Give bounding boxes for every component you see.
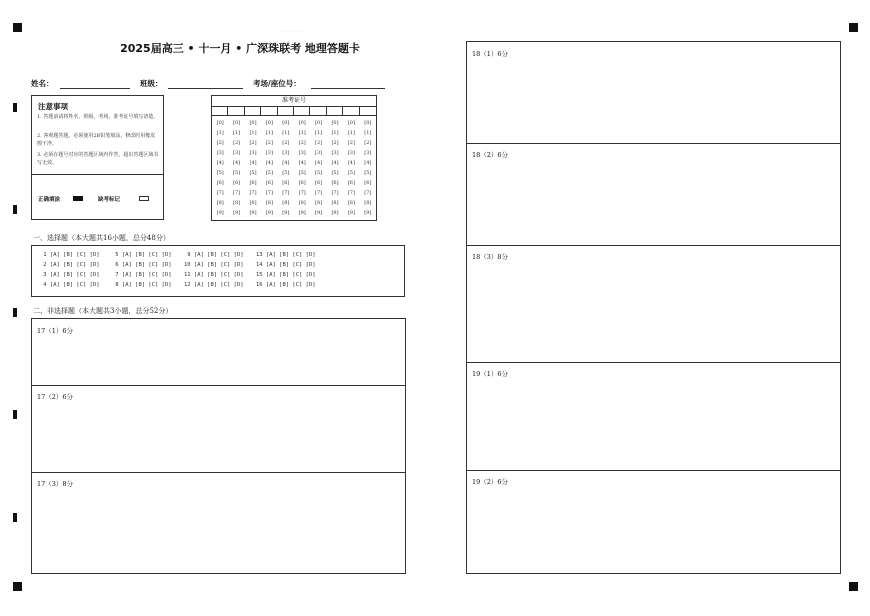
admission-digit-bubble[interactable]: [5] (347, 170, 355, 176)
admission-digit-write-cell[interactable] (228, 106, 244, 116)
timing-mark (13, 308, 17, 317)
admission-digit-bubble[interactable]: [5] (249, 170, 257, 176)
admission-digit-bubble[interactable]: [6] (249, 180, 257, 186)
answer-area-18-19 (466, 41, 841, 574)
admission-digit-write-cell[interactable] (343, 106, 359, 116)
admission-digit-bubble[interactable]: [8] (315, 200, 323, 206)
corner-mark-bottom-left (13, 582, 22, 591)
question-label: 19（2）6分 (472, 478, 509, 486)
notice-item: 1. 答题前请将姓名、班级、考场、准考证号填写清楚。 (37, 114, 159, 120)
admission-digit-bubble[interactable]: [3] (315, 150, 323, 156)
answer-divider (467, 470, 840, 471)
admission-digit-bubble[interactable]: [0] (265, 120, 273, 126)
admission-digit-bubble[interactable]: [0] (282, 120, 290, 126)
admission-digit-bubble[interactable]: [8] (331, 200, 339, 206)
multiple-choice-box (31, 245, 405, 297)
admission-digit-bubble[interactable]: [8] (364, 200, 372, 206)
admission-digit-bubble[interactable]: [6] (216, 180, 224, 186)
admission-digit-bubble[interactable]: [7] (331, 190, 339, 196)
question-label: 18（1）6分 (472, 50, 509, 58)
admission-digit-bubble[interactable]: [6] (265, 180, 273, 186)
missing-mark-checkbox[interactable] (139, 196, 149, 201)
admission-digit-bubble[interactable]: [0] (249, 120, 257, 126)
question-label: 17（2）6分 (37, 393, 74, 401)
admission-number-box (211, 95, 377, 221)
timing-mark (13, 103, 17, 112)
choice-question-row[interactable]: 14 [A] [B] [C] [D] (256, 262, 316, 268)
notice-divider (32, 174, 163, 175)
admission-digit-bubble[interactable]: [1] (282, 130, 290, 136)
admission-digit-bubble[interactable]: [9] (364, 210, 372, 216)
answer-divider (467, 245, 840, 246)
admission-digit-bubble[interactable]: [3] (265, 150, 273, 156)
corner-mark-top-right (849, 23, 858, 32)
admission-digit-bubble[interactable]: [6] (315, 180, 323, 186)
name-label: 姓名： (31, 79, 54, 88)
admission-digit-bubble[interactable]: [1] (249, 130, 257, 136)
admission-digit-bubble[interactable]: [4] (331, 160, 339, 166)
admission-digit-bubble[interactable]: [9] (315, 210, 323, 216)
exam-seat-label: 考场/座位号： (253, 79, 301, 88)
admission-digit-write-cell[interactable] (327, 106, 343, 116)
admission-digit-bubble[interactable]: [3] (364, 150, 372, 156)
admission-digit-bubble[interactable]: [4] (364, 160, 372, 166)
admission-digit-write-cell[interactable] (294, 106, 310, 116)
question-label: 19（1）6分 (472, 370, 509, 378)
admission-digit-bubble[interactable]: [0] (216, 120, 224, 126)
notice-box (31, 95, 164, 220)
admission-digit-bubble[interactable]: [1] (265, 130, 273, 136)
admission-digit-bubble[interactable]: [7] (347, 190, 355, 196)
admission-digit-bubble[interactable]: [2] (249, 140, 257, 146)
admission-digit-write-cell[interactable] (245, 106, 261, 116)
answer-divider (32, 472, 405, 473)
choice-question-row[interactable]: 10 [A] [B] [C] [D] (184, 262, 244, 268)
admission-digit-bubble[interactable]: [2] (315, 140, 323, 146)
admission-digit-bubble[interactable]: [7] (249, 190, 257, 196)
admission-digit-bubble[interactable]: [1] (347, 130, 355, 136)
admission-digit-bubble[interactable]: [9] (331, 210, 339, 216)
class-label: 班级： (140, 79, 163, 88)
admission-digit-bubble[interactable]: [7] (233, 190, 241, 196)
admission-digit-bubble[interactable]: [8] (298, 200, 306, 206)
admission-digit-bubble[interactable]: [8] (265, 200, 273, 206)
choice-question-row[interactable]: 16 [A] [B] [C] [D] (256, 282, 316, 288)
admission-digit-bubble[interactable]: [0] (233, 120, 241, 126)
admission-digit-bubble[interactable]: [3] (249, 150, 257, 156)
admission-digit-write-cell[interactable] (261, 106, 277, 116)
admission-digit-bubble[interactable]: [4] (233, 160, 241, 166)
correct-fill-label: 正确填涂 (38, 197, 61, 203)
admission-digit-bubble[interactable]: [0] (364, 120, 372, 126)
admission-digit-write-cell[interactable] (360, 106, 376, 116)
admission-digit-bubble[interactable]: [3] (347, 150, 355, 156)
admission-digit-bubble[interactable]: [7] (282, 190, 290, 196)
admission-digit-bubble[interactable]: [6] (233, 180, 241, 186)
admission-digit-bubble[interactable]: [4] (315, 160, 323, 166)
admission-digit-bubble[interactable]: [7] (364, 190, 372, 196)
exam-seat-field[interactable] (311, 88, 385, 89)
admission-digit-bubble[interactable]: [5] (282, 170, 290, 176)
admission-digit-bubble[interactable]: [3] (233, 150, 241, 156)
admission-digit-bubble[interactable]: [7] (298, 190, 306, 196)
choice-question-row[interactable]: 8 [A] [B] [C] [D] (112, 282, 172, 288)
admission-digit-bubble[interactable]: [0] (347, 120, 355, 126)
admission-digit-bubble[interactable]: [8] (249, 200, 257, 206)
admission-digit-bubble[interactable]: [8] (282, 200, 290, 206)
admission-digit-bubble[interactable]: [0] (331, 120, 339, 126)
admission-digit-bubble[interactable]: [5] (364, 170, 372, 176)
choice-question-row[interactable]: 11 [A] [B] [C] [D] (184, 272, 244, 278)
admission-digit-bubble[interactable]: [1] (364, 130, 372, 136)
admission-digit-bubble[interactable]: [7] (265, 190, 273, 196)
name-field[interactable] (60, 88, 130, 89)
notice-item: 2. 客观题答题，必须使用2B铅笔填涂，修改时用橡皮擦干净。 (37, 133, 156, 147)
notice-item: 3. 必须在题号对应的答题区域内作答，超出答题区域书写无效。 (37, 152, 159, 166)
admission-digit-bubble[interactable]: [9] (265, 210, 273, 216)
admission-digit-bubble[interactable]: [5] (216, 170, 224, 176)
admission-digit-bubble[interactable]: [1] (331, 130, 339, 136)
admission-digit-bubble[interactable]: [9] (347, 210, 355, 216)
admission-digit-write-cell[interactable] (310, 106, 326, 116)
question-label: 18（2）6分 (472, 151, 509, 159)
admission-digit-bubble[interactable]: [6] (331, 180, 339, 186)
admission-digit-bubble[interactable]: [3] (282, 150, 290, 156)
admission-digit-bubble[interactable]: [1] (315, 130, 323, 136)
answer-area-17 (31, 318, 406, 574)
admission-digit-bubble[interactable]: [9] (298, 210, 306, 216)
corner-mark-top-left (13, 23, 22, 32)
timing-mark (13, 205, 17, 214)
correct-fill-swatch (73, 196, 83, 201)
admission-digit-bubble[interactable]: [4] (347, 160, 355, 166)
admission-digit-bubble[interactable]: [6] (347, 180, 355, 186)
section-title-nonchoice: 二、非选择题（本大题共3小题，总分52分） (33, 307, 173, 315)
corner-mark-bottom-right (849, 582, 858, 591)
admission-digit-bubble[interactable]: [1] (216, 130, 224, 136)
admission-digit-bubble[interactable]: [9] (249, 210, 257, 216)
choice-question-row[interactable]: 6 [A] [B] [C] [D] (112, 262, 172, 268)
admission-digit-bubble[interactable]: [9] (282, 210, 290, 216)
choice-question-row[interactable]: 7 [A] [B] [C] [D] (112, 272, 172, 278)
admission-digit-bubble[interactable]: [6] (298, 180, 306, 186)
admission-digit-bubble[interactable]: [8] (233, 200, 241, 206)
choice-question-row[interactable]: 5 [A] [B] [C] [D] (112, 252, 172, 258)
question-label: 17（3）8分 (37, 480, 74, 488)
class-field[interactable] (168, 88, 243, 89)
timing-mark (13, 513, 17, 522)
section-title-choice: 一、选择题（本大题共16小题，总分48分） (33, 234, 170, 242)
admission-digit-bubble[interactable]: [2] (233, 140, 241, 146)
notice-heading: 注意事项 (38, 102, 68, 111)
admission-digit-bubble[interactable]: [3] (331, 150, 339, 156)
choice-question-row[interactable]: 9 [A] [B] [C] [D] (184, 252, 244, 258)
choice-question-row[interactable]: 4 [A] [B] [C] [D] (40, 282, 100, 288)
header-dots: · · · · · · · · (283, 29, 303, 34)
choice-question-row[interactable]: 1 [A] [B] [C] [D] (40, 252, 100, 258)
timing-mark (13, 410, 17, 419)
choice-question-row[interactable]: 2 [A] [B] [C] [D] (40, 262, 100, 268)
admission-digit-write-cell[interactable] (212, 106, 228, 116)
admission-digit-bubble[interactable]: [4] (249, 160, 257, 166)
admission-digit-bubble[interactable]: [5] (315, 170, 323, 176)
admission-number-header: 准考证号 (212, 96, 376, 107)
admission-digit-bubble[interactable]: [2] (331, 140, 339, 146)
admission-digit-bubble[interactable]: [5] (233, 170, 241, 176)
question-label: 17（1）6分 (37, 327, 74, 335)
choice-question-row[interactable]: 12 [A] [B] [C] [D] (184, 282, 244, 288)
admission-digit-write-cell[interactable] (278, 106, 294, 116)
choice-question-row[interactable]: 13 [A] [B] [C] [D] (256, 252, 316, 258)
admission-digit-bubble[interactable]: [9] (216, 210, 224, 216)
admission-digit-bubble[interactable]: [2] (347, 140, 355, 146)
admission-digit-bubble[interactable]: [0] (298, 120, 306, 126)
admission-digit-bubble[interactable]: [4] (282, 160, 290, 166)
admission-digit-bubble[interactable]: [0] (315, 120, 323, 126)
admission-digit-bubble[interactable]: [6] (364, 180, 372, 186)
admission-digit-bubble[interactable]: [6] (282, 180, 290, 186)
admission-digit-bubble[interactable]: [2] (298, 140, 306, 146)
question-label: 18（3）8分 (472, 253, 509, 261)
admission-digit-bubble[interactable]: [2] (282, 140, 290, 146)
admission-digit-bubble[interactable]: [5] (331, 170, 339, 176)
admission-digit-bubble[interactable]: [3] (216, 150, 224, 156)
answer-divider (467, 143, 840, 144)
admission-digit-bubble[interactable]: [5] (298, 170, 306, 176)
admission-digit-bubble[interactable]: [9] (233, 210, 241, 216)
admission-digit-bubble[interactable]: [3] (298, 150, 306, 156)
admission-digit-bubble[interactable]: [7] (315, 190, 323, 196)
admission-digit-bubble[interactable]: [2] (265, 140, 273, 146)
admission-digit-bubble[interactable]: [4] (265, 160, 273, 166)
admission-digit-bubble[interactable]: [8] (347, 200, 355, 206)
admission-digit-bubble[interactable]: [8] (216, 200, 224, 206)
choice-question-row[interactable]: 15 [A] [B] [C] [D] (256, 272, 316, 278)
admission-digit-bubble[interactable]: [1] (298, 130, 306, 136)
answer-divider (467, 362, 840, 363)
admission-digit-bubble[interactable]: [4] (298, 160, 306, 166)
page-title: 2025届高三 • 十一月 • 广深珠联考 地理答题卡 (120, 42, 360, 55)
admission-digit-bubble[interactable]: [5] (265, 170, 273, 176)
missing-mark-label: 缺考标记 (98, 197, 121, 203)
choice-question-row[interactable]: 3 [A] [B] [C] [D] (40, 272, 100, 278)
answer-divider (32, 385, 405, 386)
admission-digit-bubble[interactable]: [7] (216, 190, 224, 196)
admission-digit-bubble[interactable]: [2] (364, 140, 372, 146)
admission-digit-bubble[interactable]: [1] (233, 130, 241, 136)
admission-digit-bubble[interactable]: [4] (216, 160, 224, 166)
admission-digit-bubble[interactable]: [2] (216, 140, 224, 146)
